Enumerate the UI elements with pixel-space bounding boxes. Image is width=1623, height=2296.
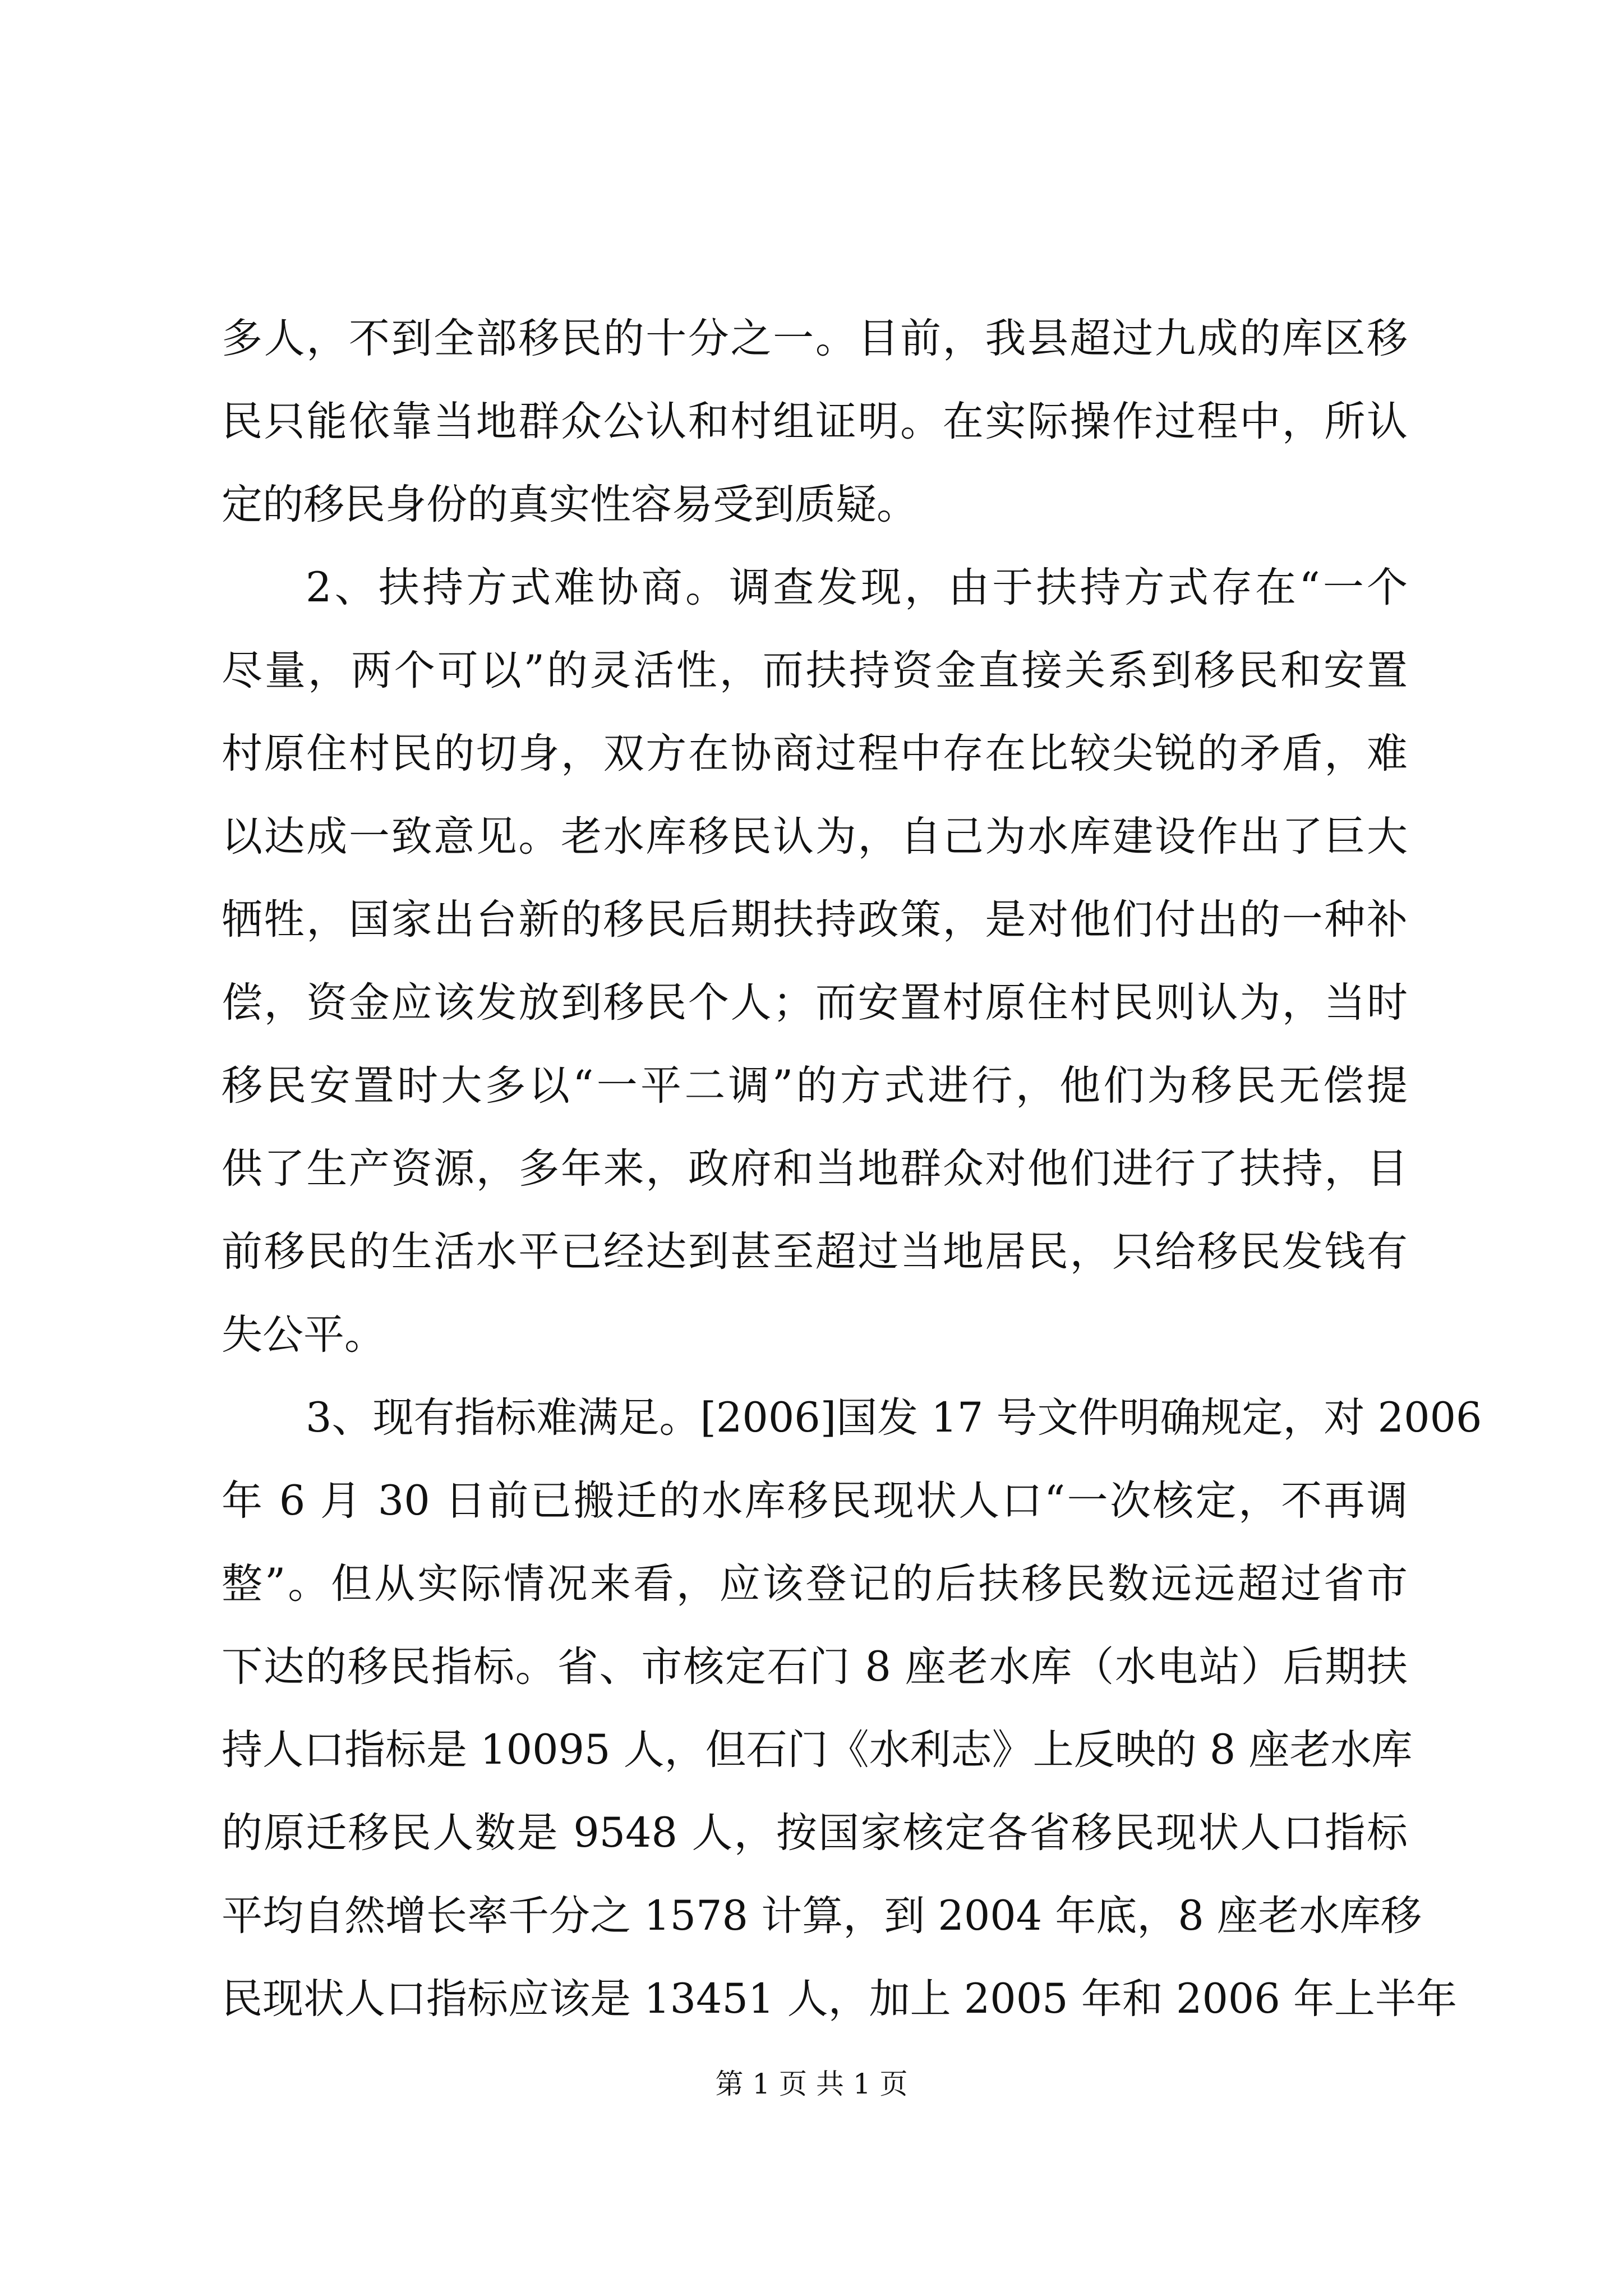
document-body — [222, 297, 1482, 2041]
text-line: 的原迁移民人数是 9548 人，按国家核定各省移民现状人口指标 — [222, 1809, 1408, 1857]
text-line: 持人口指标是 10095 人，但石门《水利志》上反映的 8 座老水库 — [222, 1726, 1413, 1774]
text-line: 定的移民身份的真实性容易受到质疑。 — [222, 481, 917, 528]
text-line: 尽量，两个可以”的灵活性，而扶持资金直接关系到移民和安置 — [222, 647, 1408, 694]
text-line: 失公平。 — [222, 1311, 385, 1359]
paragraph-start-line: 2、扶持方式难协商。调查发现，由于扶持方式存在“一个 — [306, 564, 1408, 611]
text-line: 偿，资金应该发放到移民个人；而安置村原住村民则认为，当时 — [222, 979, 1408, 1027]
text-line: 民现状人口指标应该是 13451 人，加上 2005 年和 2006 年上半年 — [222, 1975, 1458, 2023]
page-footer — [0, 2064, 1623, 2104]
text-line: 多人，不到全部移民的十分之一。目前，我县超过九成的库区移 — [222, 315, 1408, 362]
page-number-label: 第 1 页 共 1 页 — [715, 2068, 908, 2100]
text-line: 村原住村民的切身，双方在协商过程中存在比较尖锐的矛盾，难 — [222, 730, 1408, 777]
text-line: 年 6 月 30 日前已搬迁的水库移民现状人口“一次核定，不再调 — [222, 1477, 1408, 1525]
text-line: 下达的移民指标。省、市核定石门 8 座老水库（水电站）后期扶 — [222, 1643, 1408, 1691]
text-line: 牺牲，国家出台新的移民后期扶持政策，是对他们付出的一种补 — [222, 896, 1408, 944]
paragraph-start-line: 3、现有指标难满足。[2006]国发 17 号文件明确规定，对 2006 — [306, 1394, 1482, 1442]
text-line: 平均自然增长率千分之 1578 计算，到 2004 年底，8 座老水库移 — [222, 1892, 1422, 1940]
text-line: 民只能依靠当地群众公认和村组证明。在实际操作过程中，所认 — [222, 398, 1408, 445]
text-line: 移民安置时大多以“一平二调”的方式进行，他们为移民无偿提 — [222, 1062, 1408, 1110]
text-line: 以达成一致意见。老水库移民认为，自己为水库建设作出了巨大 — [222, 813, 1408, 861]
text-line: 供了生产资源，多年来，政府和当地群众对他们进行了扶持，目 — [222, 1145, 1408, 1193]
text-line: 前移民的生活水平已经达到甚至超过当地居民，只给移民发钱有 — [222, 1228, 1408, 1276]
text-line: 整”。但从实际情况来看，应该登记的后扶移民数远远超过省市 — [222, 1560, 1408, 1608]
